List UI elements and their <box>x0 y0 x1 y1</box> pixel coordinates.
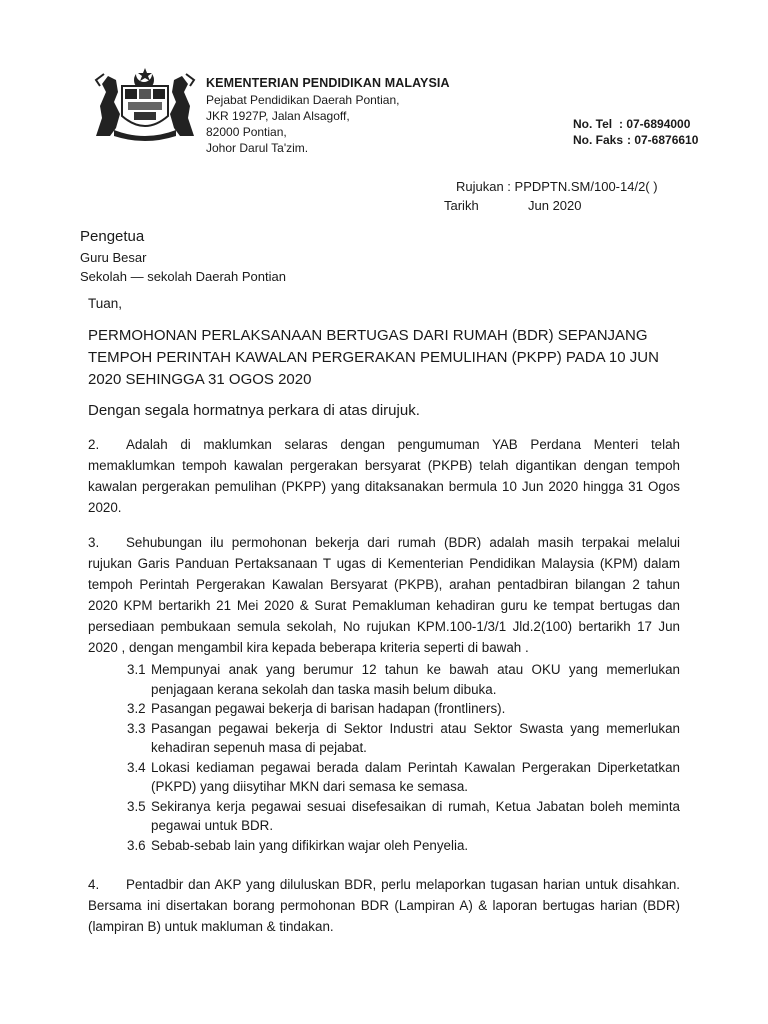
paragraph-text: Pentadbir dan AKP yang diluluskan BDR, perlu melaporkan tugasan harian untuk disahkan. Bersama ini disertakan borang permohonan BDR (Lampiran A) & laporan bertugas harian (BDR) (lampiran B) untuk makluman & tindakan. <box>88 877 680 934</box>
list-item-text: Pasangan pegawai bekerja di barisan hadapan (frontliners). <box>151 701 506 716</box>
list-item-number: 3.5 <box>127 798 146 814</box>
paragraph-3 <box>88 532 680 658</box>
list-item-number: 3.1 <box>127 662 146 677</box>
telephone-value: : 07-6894000 <box>619 117 691 131</box>
letterhead <box>0 0 768 160</box>
list-item <box>127 797 680 836</box>
recipient-line: Sekolah — sekolah Daerah Pontian <box>80 269 286 284</box>
telephone-number <box>573 117 690 131</box>
office-address-line: JKR 1927P, Jalan Alsagoff, <box>206 109 350 123</box>
fax-label: No. Faks <box>573 133 624 147</box>
office-address-line: Johor Darul Ta'zim. <box>206 141 309 155</box>
paragraph-text: Adalah di maklumkan selaras dengan pengumuman YAB Perdana Menteri telah memaklumkan tempoh kawalan pergerakan bersyarat (PKPB) telah digantikan dengan tempoh kawalan pergerakan pemulihan (PKPP) yang ditaksanakan bermula 10 Jun 2020 hingga 31 Ogos 2020. <box>88 437 680 515</box>
list-item-text: Mempunyai anak yang berumur 12 tahun ke bawah atau OKU yang memerlukan penjagaan kerana sekolah dan taska masih belum dibuka. <box>151 662 680 697</box>
ministry-name: KEMENTERIAN PENDIDIKAN MALAYSIA <box>206 76 450 90</box>
list-item <box>127 719 680 758</box>
list-item <box>127 699 680 719</box>
coat-of-arms-icon <box>92 66 198 142</box>
list-item-text: Sekiranya kerja pegawai sesuai disefesaikan di rumah, Ketua Jabatan boleh meminta pegawai untuk BDR. <box>151 798 680 833</box>
list-item-text: Lokasi kediaman pegawai berada dalam Perintah Kawalan Pergerakan Diperketatkan (PKPD) yang diisytihar MKN dari semasa ke semasa. <box>151 759 680 794</box>
list-item-text: Sebab-sebab lain yang difikirkan wajar oleh Penyelia. <box>151 837 469 853</box>
paragraph-4 <box>88 874 680 937</box>
fax-number <box>573 133 698 147</box>
criteria-list <box>127 660 680 855</box>
reference-number: Rujukan : PPDPTN.SM/100-14/2( ) <box>456 179 658 194</box>
list-item-number: 3.6 <box>127 837 146 853</box>
paragraph-number: 3. <box>88 535 100 550</box>
list-item-number: 3.2 <box>127 701 146 716</box>
list-item-text: Pasangan pegawai bekerja di Sektor Industri atau Sektor Swasta yang memerlukan kehadiran sepenuh masa di pejabat. <box>151 720 680 755</box>
subject-line: 2020 SEHINGGA 31 OGOS 2020 <box>88 371 312 388</box>
paragraph-number: 2. <box>88 437 100 452</box>
paragraph-number: 4. <box>88 877 100 892</box>
salutation: Tuan, <box>88 296 123 311</box>
date-label: Tarikh <box>444 198 479 213</box>
date-value: Jun 2020 <box>528 198 582 213</box>
telephone-label: No. Tel <box>573 117 613 131</box>
opening-sentence: Dengan segala hormatnya perkara di atas dirujuk. <box>88 402 420 419</box>
recipient-line: Guru Besar <box>80 250 147 265</box>
subject-line: PERMOHONAN PERLAKSANAAN BERTUGAS DARI RUMAH (BDR) SEPANJANG <box>88 327 648 344</box>
recipient-line: Pengetua <box>80 228 145 245</box>
list-item <box>127 836 680 856</box>
list-item-number: 3.4 <box>127 759 146 775</box>
letter-subject <box>88 325 688 391</box>
subject-line: TEMPOH PERINTAH KAWALAN PERGERAKAN PEMULIHAN (PKPP) PADA 10 JUN <box>88 349 659 366</box>
list-item <box>127 660 680 699</box>
list-item-number: 3.3 <box>127 720 146 736</box>
list-item <box>127 758 680 797</box>
paragraph-text: Sehubungan ilu permohonan bekerja dari rumah (BDR) adalah masih terpakai melalui rujukan Garis Panduan Pertaksanaan T ugas di Kementerian Pendidikan Malaysia (KPM) dalam tempoh Perintah Pergerakan Kawalan Bersyarat (PKPB), arahan pentadbiran bilangan 2 tahun 2020 KPM bertarikh 21 Mei 2020 & Surat Pemakluman kehadiran guru ke tempat bertugas dan persediaan pembukaan semula sekolah, No rujukan KPM.100-1/3/1 Jld.2(100) bertarikh 17 Jun 2020 , dengan mengambil kira kepada beberapa kriteria seperti di bawah . <box>88 535 680 655</box>
office-address-line: 82000 Pontian, <box>206 125 287 139</box>
office-address-line: Pejabat Pendidikan Daerah Pontian, <box>206 93 400 107</box>
fax-value: : 07-6876610 <box>627 133 699 147</box>
paragraph-2 <box>88 434 680 518</box>
